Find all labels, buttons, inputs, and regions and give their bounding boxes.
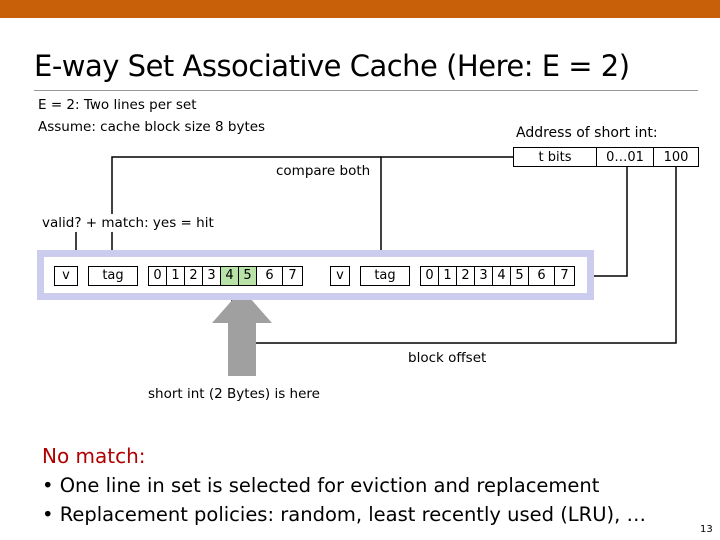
line1-byte-2: 2 [184, 266, 203, 286]
no-match-heading: No match: [42, 444, 146, 468]
compare-both-label: compare both [276, 163, 371, 179]
line2-byte-5: 5 [510, 266, 529, 286]
line2-byte-6: 6 [528, 266, 555, 286]
slide-title: E-way Set Associative Cache (Here: E = 2) [34, 49, 630, 83]
address-block-offset: 100 [653, 147, 699, 167]
address-label: Address of short int: [516, 125, 658, 141]
line1-tag: tag [88, 266, 138, 286]
address-tag-bits: t bits [513, 147, 597, 167]
valid-match-label: valid? + match: yes = hit [42, 214, 218, 232]
line1-byte-6: 6 [256, 266, 283, 286]
line2-byte-3: 3 [474, 266, 493, 286]
line1-byte-1: 1 [166, 266, 185, 286]
short-int-location-label: short int (2 Bytes) is here [148, 386, 320, 402]
line2-byte-7: 7 [554, 266, 575, 286]
note-block-size: Assume: cache block size 8 bytes [38, 119, 266, 135]
line1-byte-4: 4 [220, 266, 239, 286]
line1-byte-0: 0 [148, 266, 167, 286]
line2-byte-4: 4 [492, 266, 511, 286]
line1-byte-7: 7 [282, 266, 303, 286]
line2-byte-1: 1 [438, 266, 457, 286]
note-lines-per-set: E = 2: Two lines per set [38, 97, 197, 113]
page-number: 13 [700, 524, 713, 535]
up-arrow-icon [212, 289, 272, 376]
no-match-bullet-1: • One line in set is selected for eviction and replacement [42, 474, 600, 497]
line2-byte-0: 0 [420, 266, 439, 286]
line1-byte-5: 5 [238, 266, 257, 286]
block-offset-label: block offset [408, 350, 487, 366]
line1-byte-3: 3 [202, 266, 221, 286]
line2-valid-bit: v [330, 266, 350, 286]
line2-byte-2: 2 [456, 266, 475, 286]
line1-valid-bit: v [54, 266, 78, 286]
address-set-index: 0…01 [596, 147, 654, 167]
line2-tag: tag [360, 266, 410, 286]
no-match-bullet-2: • Replacement policies: random, least recently used (LRU), … [42, 503, 646, 526]
